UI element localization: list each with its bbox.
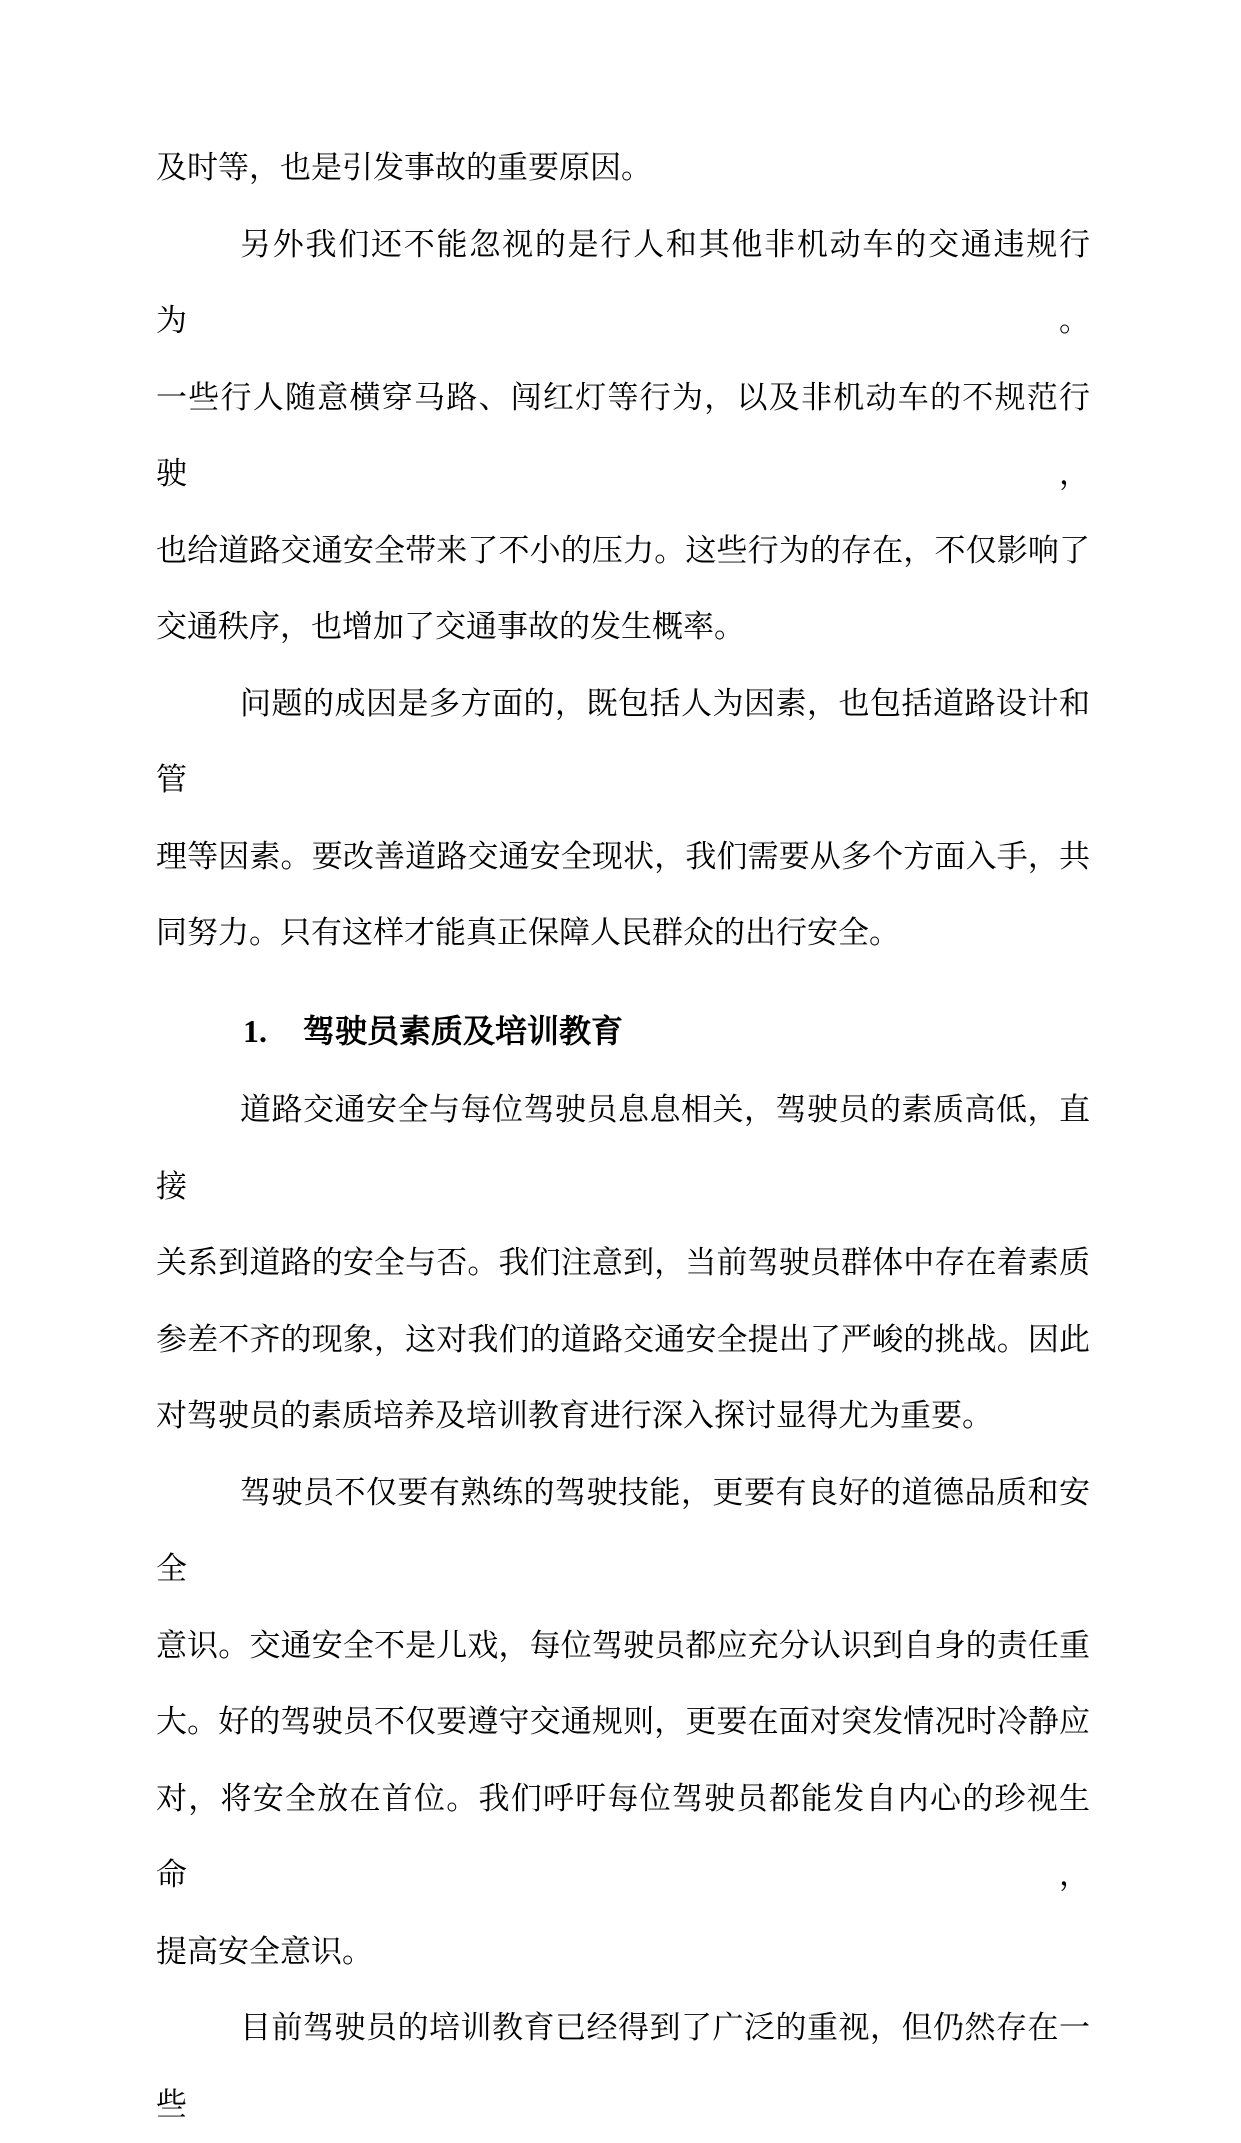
text-line: 大。好的驾驶员不仅要遵守交通规则，更要在面对突发情况时冷静应: [156, 1704, 1090, 1739]
paragraph: [156, 130, 1090, 207]
text-line: 目前驾驶员的培训教育已经得到了广泛的重视，但仍然存在一些: [156, 2010, 1090, 2122]
text-line: 对驾驶员的素质培养及培训教育进行深入探讨显得尤为重要。: [156, 1398, 993, 1433]
paragraph: [156, 1072, 1090, 1455]
text-line: 问题的成因是多方面的，既包括人为因素，也包括道路设计和管: [156, 685, 1090, 797]
text-line: 一些行人随意横穿马路、闯红灯等行为，以及非机动车的不规范行驶，: [156, 379, 1090, 491]
section-heading: [156, 993, 1090, 1070]
paragraph: [156, 1455, 1090, 1991]
paragraph: [156, 207, 1090, 666]
text-line: 及时等，也是引发事故的重要原因。: [156, 150, 652, 185]
text-line: 驾驶员不仅要有熟练的驾驶技能，更要有良好的道德品质和安全: [156, 1474, 1090, 1586]
text-line: 交通秩序，也增加了交通事故的发生概率。: [156, 609, 745, 644]
text-line: 对，将安全放在首位。我们呼吁每位驾驶员都能发自内心的珍视生命，: [156, 1780, 1090, 1892]
page-content: [156, 130, 1090, 2143]
text-line: 参差不齐的现象，这对我们的道路交通安全提出了严峻的挑战。因此: [156, 1321, 1090, 1357]
text-line: 也给道路交通安全带来了不小的压力。这些行为的存在，不仅影响了: [156, 532, 1090, 568]
text-line: 意识。交通安全不是儿戏，每位驾驶员都应充分认识到自身的责任重: [156, 1627, 1090, 1663]
text-line: 另外我们还不能忽视的是行人和其他非机动车的交通违规行为。: [156, 226, 1090, 338]
text-line: 同努力。只有这样才能真正保障人民群众的出行安全。: [156, 915, 900, 950]
text-line: 关系到道路的安全与否。我们注意到，当前驾驶员群体中存在着素质: [156, 1245, 1090, 1280]
section-heading-number: 1.: [243, 1012, 267, 1049]
text-line: 理等因素。要改善道路交通安全现状，我们需要从多个方面入手，共: [156, 838, 1090, 874]
paragraph: [156, 1990, 1090, 2143]
section-heading-title: 驾驶员素质及培训教育: [303, 1012, 624, 1049]
text-line: 道路交通安全与每位驾驶员息息相关，驾驶员的素质高低，直接: [156, 1092, 1090, 1204]
paragraph: [156, 666, 1090, 972]
text-line: 提高安全意识。: [156, 1933, 373, 1969]
